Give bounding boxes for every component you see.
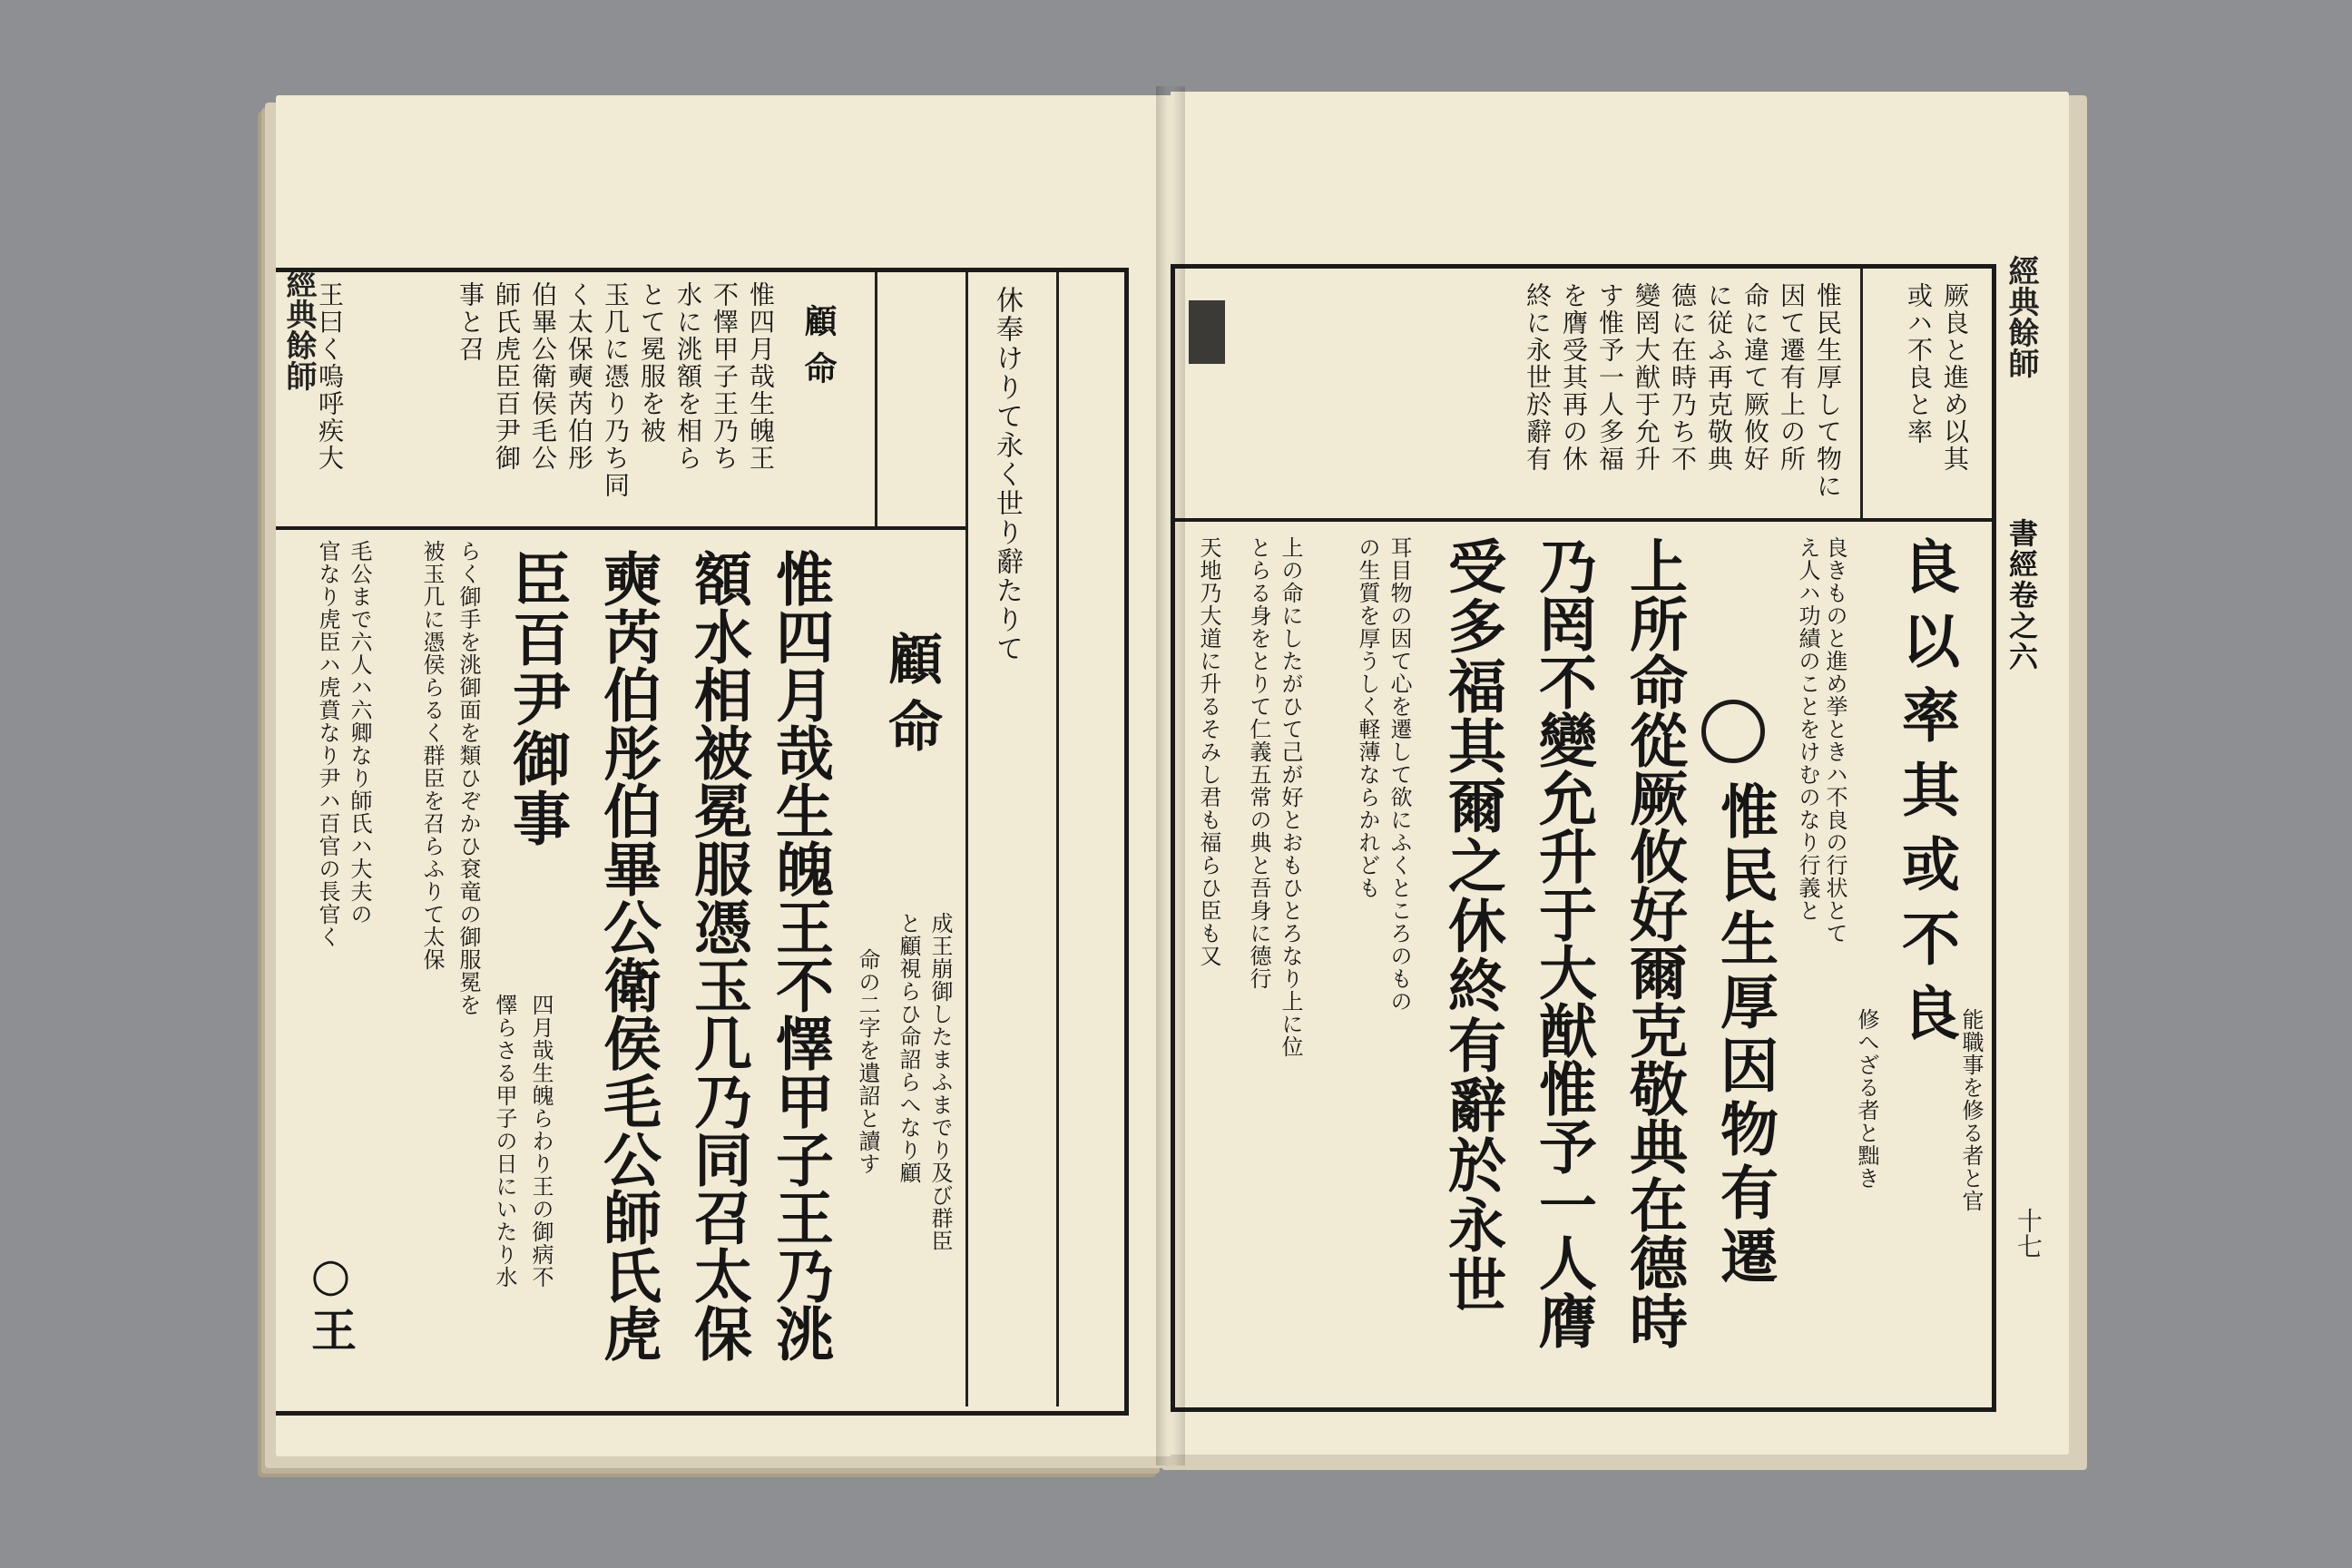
main-text-column: 惟民生厚因物有遷 [1710,781,1779,1289]
header-column: 王曰く嗚呼疾大 [315,281,345,472]
header-column: 厥良と進め以其 [1940,282,1970,473]
ink-mark [1189,300,1225,364]
header-column: 玉几に憑り乃ち同 [601,281,631,499]
main-text-column: 奭芮伯彤伯畢公衛侯毛公師氏虎 [593,549,662,1362]
left-header-rule [276,526,965,530]
gloss-column: 毛公まで六人ハ六卿なり師氏ハ大夫の [347,540,372,926]
header-column: 因て遷有上の所 [1777,282,1807,473]
gloss-column: 耳目物の因て心を遷して欲にふくところのもの [1387,536,1412,1013]
circle-marker-label: ○王 [304,1248,358,1357]
header-column: 命に違て厥攸好 [1740,282,1770,473]
main-text-column: 上所命從厥攸好爾克敬典在德時 [1620,536,1688,1349]
right-page [1171,92,2069,1455]
right-header-divider [1860,269,1863,518]
header-section-title: 顧命 [799,304,838,398]
header-column: す惟予一人多福 [1595,282,1625,473]
main-text-column: 受多福其爾之休終有辭於永世 [1438,536,1506,1315]
gloss-column: 官なり虎臣ハ虎賁なり尹ハ百官の長官く [315,540,340,948]
header-column: 師氏虎臣百尹御 [492,281,522,472]
header-column: く太保奭芮伯彤 [564,281,594,472]
section-note: 命の二字を遺詔と讀す [855,948,880,1175]
left-header-divider [875,272,877,526]
gloss-column: 被玉几に憑侯らるく群臣を召らふりて太保 [419,540,445,971]
gloss-column: 上の命にしたがひて己が好とおもひとろなり上に位 [1278,536,1303,1058]
header-column: に従ふ再克敬典 [1704,282,1734,473]
header-column: 不懌甲子王乃ち [710,281,740,472]
left-page [276,95,1171,1456]
book-gutter [1156,86,1185,1465]
left-column-divider [965,272,968,1406]
header-column: とて冕服を被 [637,281,667,445]
trail-column: 休奉けりて永く世り辭たりて [991,286,1023,663]
header-column: 變罔大猷于允升 [1632,282,1661,473]
right-margin-title: 經典餘師 [2003,255,2039,378]
header-column: を膺受其再の休 [1559,282,1589,473]
gloss-column: 懌らさる甲子の日にいたり水 [492,994,517,1289]
gloss-column: 良きものと進め挙ときハ不良の行状とて [1822,536,1847,945]
chapter-tab: 書經卷之六 [2004,518,2039,672]
right-header-rule [1171,518,1992,522]
header-column: 事と召 [456,281,485,363]
gloss-column: の生質を厚うしく軽薄ならかれども [1355,536,1380,899]
main-text-column: 惟四月哉生魄王不懌甲子王乃洮 [766,549,834,1362]
header-column: 或ハ不良と率 [1904,282,1934,446]
header-column: 德に在時乃ち不 [1668,282,1698,473]
folio-number: 十七 [2014,1208,2043,1259]
header-column: 伯畢公衛侯毛公 [528,281,558,472]
gloss-column: 天地乃大道に升るそみし君も福らひ臣も又 [1196,536,1221,967]
main-text-column: 良以率其或不良 [1892,536,1960,1057]
gloss-column: え人ハ功績のことをけむのなり行義と [1795,536,1820,922]
note-row: 四月哉生魄らわり王の御病不 [528,994,554,1289]
gloss-column: 能職事を修る者と官 [1958,1008,1984,1212]
header-column: 惟四月哉生魄王 [746,281,776,472]
header-column: 水に洮額を相ら [673,281,703,472]
left-margin-title: 經典餘師 [280,268,317,391]
main-text-column: 額水相被冕服憑玉几乃同召太保 [684,549,752,1362]
main-text-column: 乃罔不變允升于大猷惟予一人膺 [1529,536,1597,1349]
section-title: 顧命 [879,631,943,765]
left-column-divider-2 [1056,272,1059,1406]
open-book [263,86,2087,1475]
section-note: 成王崩御したまふまでり及び群臣 [927,912,953,1252]
header-column: 終に永世於辭有 [1523,282,1553,473]
header-column: 惟民生厚して物に [1813,282,1843,500]
gloss-column: 修へざる者と黜き [1854,1008,1879,1190]
section-note: と顧視らひ命詔らへなり顧 [896,912,921,1184]
gloss-column: らく御手を洮御面を類ひぞかひ袞竜の御服冕を [456,540,481,1016]
main-text-column: 臣百尹御事 [503,549,571,848]
circle-marker [1701,700,1765,763]
gloss-column: とらる身をとりて仁義五常の典と吾身に德行 [1246,536,1271,990]
